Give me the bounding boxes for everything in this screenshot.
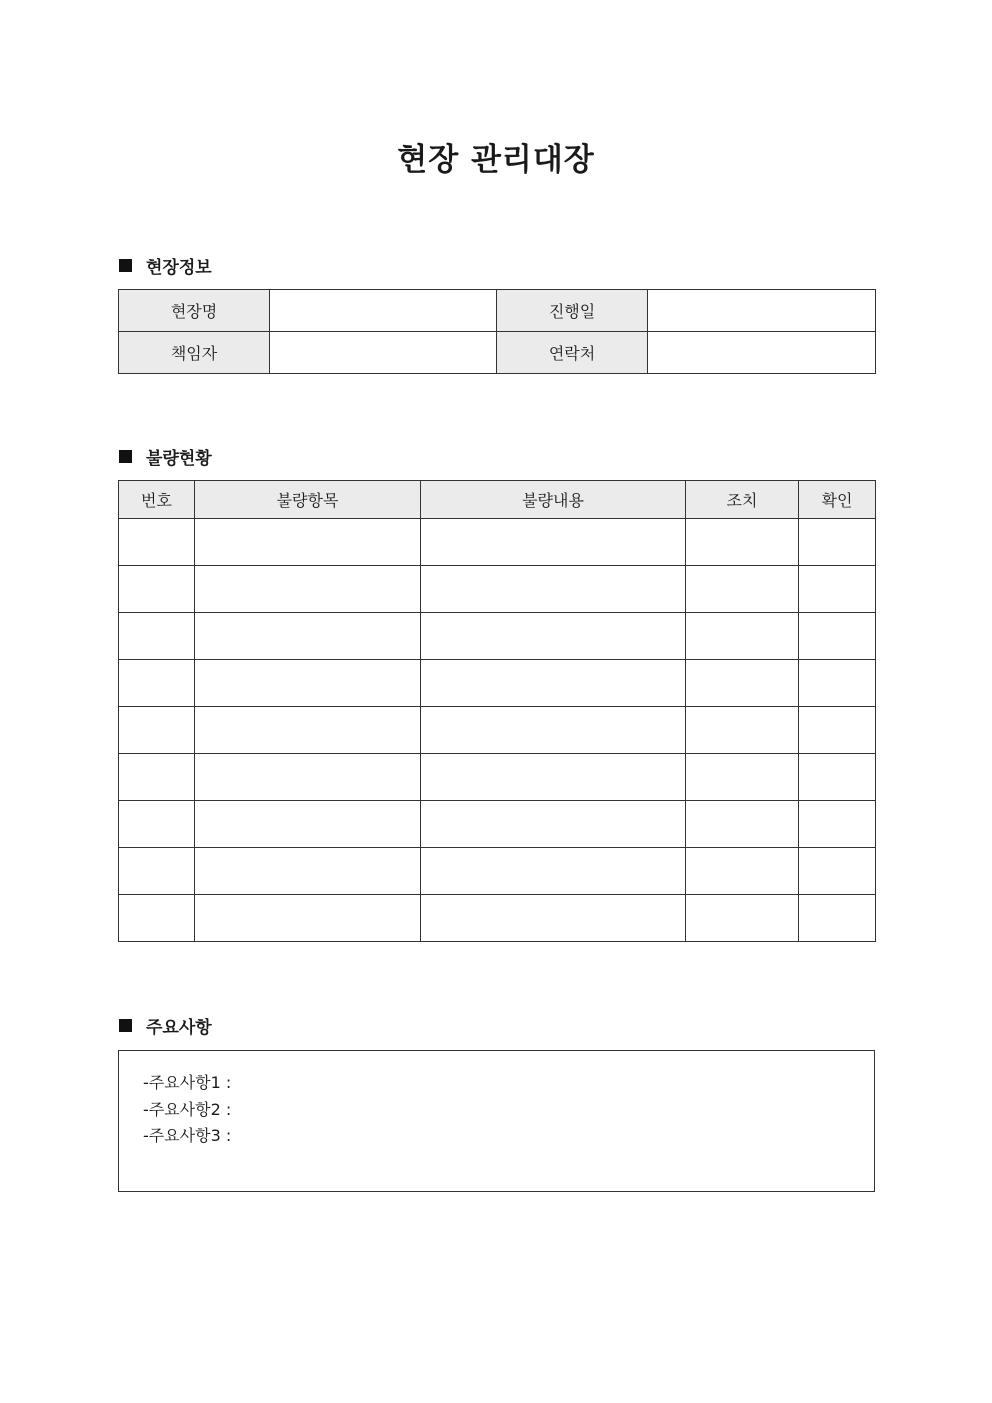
table-cell[interactable] bbox=[686, 613, 799, 660]
table-cell[interactable] bbox=[686, 801, 799, 848]
progress-date-value[interactable] bbox=[648, 290, 876, 332]
contact-value[interactable] bbox=[648, 332, 876, 374]
table-cell[interactable] bbox=[421, 707, 686, 754]
notes-box[interactable] bbox=[118, 1050, 875, 1192]
table-cell[interactable] bbox=[119, 895, 195, 942]
column-header-number: 번호 bbox=[119, 481, 195, 519]
notes-list bbox=[119, 1051, 874, 1150]
table-cell[interactable] bbox=[119, 801, 195, 848]
table-cell[interactable] bbox=[799, 848, 876, 895]
square-bullet-icon bbox=[119, 450, 132, 463]
table-cell[interactable] bbox=[799, 895, 876, 942]
section-heading-label: 주요사항 bbox=[146, 1017, 212, 1038]
table-cell[interactable] bbox=[195, 566, 421, 613]
note-item: -주요사항3 : bbox=[143, 1126, 232, 1145]
table-row bbox=[119, 895, 876, 942]
table-cell[interactable] bbox=[686, 895, 799, 942]
table-cell[interactable] bbox=[195, 707, 421, 754]
table-cell[interactable] bbox=[421, 613, 686, 660]
table-cell[interactable] bbox=[686, 660, 799, 707]
section-heading-label: 현장정보 bbox=[146, 257, 212, 278]
table-row bbox=[119, 519, 876, 566]
site-name-value[interactable] bbox=[270, 290, 497, 332]
table-cell[interactable] bbox=[799, 801, 876, 848]
square-bullet-icon bbox=[119, 259, 132, 272]
column-header-action: 조치 bbox=[686, 481, 799, 519]
table-cell[interactable] bbox=[686, 566, 799, 613]
table-cell[interactable] bbox=[421, 660, 686, 707]
table-row bbox=[119, 566, 876, 613]
section-heading-label: 불량현황 bbox=[146, 448, 212, 469]
table-row bbox=[119, 660, 876, 707]
table-cell[interactable] bbox=[686, 707, 799, 754]
table-row bbox=[119, 707, 876, 754]
table-cell[interactable] bbox=[421, 801, 686, 848]
section-heading-defects bbox=[119, 444, 212, 468]
table-cell[interactable] bbox=[195, 754, 421, 801]
table-cell[interactable] bbox=[119, 566, 195, 613]
table-cell[interactable] bbox=[195, 613, 421, 660]
table-row bbox=[119, 754, 876, 801]
table-cell[interactable] bbox=[421, 848, 686, 895]
manager-label: 책임자 bbox=[119, 332, 270, 374]
progress-date-label: 진행일 bbox=[497, 290, 648, 332]
table-cell[interactable] bbox=[799, 707, 876, 754]
table-cell[interactable] bbox=[421, 519, 686, 566]
table-row bbox=[119, 801, 876, 848]
table-cell[interactable] bbox=[195, 801, 421, 848]
table-cell[interactable] bbox=[421, 895, 686, 942]
manager-value[interactable] bbox=[270, 332, 497, 374]
table-cell[interactable] bbox=[799, 613, 876, 660]
column-header-defect-detail: 불량내용 bbox=[421, 481, 686, 519]
note-item: -주요사항1 : bbox=[143, 1073, 232, 1092]
table-cell[interactable] bbox=[799, 519, 876, 566]
table-cell[interactable] bbox=[421, 566, 686, 613]
table-row bbox=[119, 332, 876, 374]
table-cell[interactable] bbox=[195, 848, 421, 895]
section-heading-notes bbox=[119, 1013, 212, 1037]
table-cell[interactable] bbox=[686, 519, 799, 566]
table-cell[interactable] bbox=[799, 754, 876, 801]
table-cell[interactable] bbox=[195, 660, 421, 707]
table-cell[interactable] bbox=[799, 566, 876, 613]
table-cell[interactable] bbox=[119, 848, 195, 895]
square-bullet-icon bbox=[119, 1019, 132, 1032]
site-name-label: 현장명 bbox=[119, 290, 270, 332]
column-header-confirm: 확인 bbox=[799, 481, 876, 519]
table-cell[interactable] bbox=[119, 660, 195, 707]
table-cell[interactable] bbox=[421, 754, 686, 801]
table-header-row bbox=[119, 481, 876, 519]
contact-label: 연락처 bbox=[497, 332, 648, 374]
document-title: 현장 관리대장 bbox=[397, 142, 595, 178]
column-header-defect-item: 불량항목 bbox=[195, 481, 421, 519]
section-heading-site-info bbox=[119, 253, 212, 277]
table-cell[interactable] bbox=[119, 754, 195, 801]
table-cell[interactable] bbox=[119, 613, 195, 660]
table-cell[interactable] bbox=[195, 895, 421, 942]
table-cell[interactable] bbox=[686, 848, 799, 895]
table-row bbox=[119, 848, 876, 895]
table-cell[interactable] bbox=[799, 660, 876, 707]
table-cell[interactable] bbox=[195, 519, 421, 566]
table-cell[interactable] bbox=[119, 519, 195, 566]
defect-status-table bbox=[118, 480, 876, 942]
note-item: -주요사항2 : bbox=[143, 1099, 232, 1119]
site-info-table bbox=[118, 289, 876, 374]
table-cell[interactable] bbox=[119, 707, 195, 754]
table-row bbox=[119, 290, 876, 332]
table-row bbox=[119, 613, 876, 660]
table-cell[interactable] bbox=[686, 754, 799, 801]
